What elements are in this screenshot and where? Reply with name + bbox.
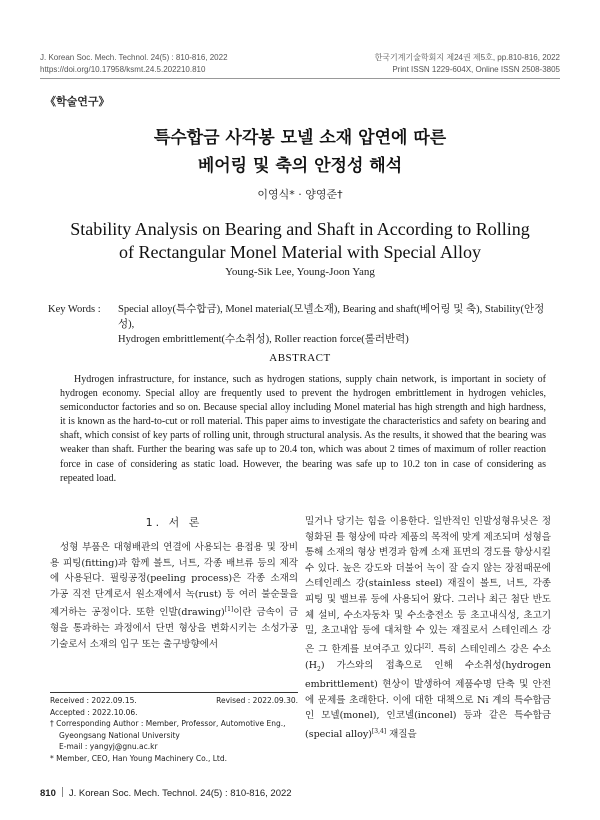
title-korean-line-1: 특수합금 사각봉 모넬 소재 압연에 따른 (153, 128, 447, 148)
citation-ref: [3,4] (371, 727, 387, 735)
keywords-line-2: Hydrogen embrittlement(수소취성), Roller reaction force(롤러반력) (118, 334, 409, 345)
body-column-right (305, 514, 551, 743)
header-divider (40, 78, 560, 79)
title-korean-line-2: 베어링 및 축의 안정성 해석 (197, 156, 403, 176)
footer-divider (62, 787, 63, 797)
authors-english: Young-Sik Lee, Young-Joon Yang (225, 266, 375, 278)
issn-info: Print ISSN 1229-604X, Online ISSN 2508-3805 (392, 65, 560, 74)
doi-link[interactable]: https://doi.org/10.17958/ksmt.24.5.202210.810 (40, 65, 206, 74)
citation-ref: [2] (422, 642, 431, 650)
title-english-line-1: Stability Analysis on Bearing and Shaft in According to Rolling (70, 219, 530, 239)
citation-ref: [1] (224, 606, 234, 614)
abstract-heading: ABSTRACT (269, 352, 331, 364)
member-note: * Member, CEO, Han Young Machinery Co., Ltd. (50, 753, 228, 763)
authors-korean: 이영식* · 양영준† (257, 188, 343, 201)
header-left (40, 52, 228, 76)
footnote-block (50, 692, 298, 765)
received-date: Received : 2022.09.15. (50, 696, 137, 705)
abstract-text: Hydrogen infrastructure, for instance, such as hydrogen stations, supply chain network, is important in society of hydrogen economy. Special alloy are frequently used to prevent the hydrogen embrittlement in hydrogen vehicles, semiconductor factories and so on. Because special alloy including Monel material has high strength and high hardness, it is known as the hard-to-cut or roll material. This paper aims to investigate the characteristics and safety on bearing and shaft, which consist of key parts of rolling unit, through structural analysis. As the results, it showed that the bearing was weaker than shaft. Further the bearing was safe up to 20.4 ton, which was about 2 times of maximum of roller reaction force in case of considering as static load. However, the bearing was safe up to 10.2 ton in case of considering as repeated load. (60, 374, 546, 484)
corresponding-email[interactable]: E-mail : yangyj@gnu.ac.kr (59, 742, 158, 752)
footer-journal: J. Korean Soc. Mech. Technol. 24(5) : 810-816, 2022 (68, 788, 292, 799)
page-number: 810 (40, 788, 56, 799)
accepted-date: Accepted : 2022.10.06. (50, 707, 138, 717)
header-right (375, 52, 560, 76)
keywords-label: Key Words : (48, 304, 101, 315)
keywords-line-1: Special alloy(특수합금), Monel material(모넬소재), Bearing and shaft(베어링 및 축), Stability(안정성), (118, 304, 545, 330)
journal-citation: J. Korean Soc. Mech. Technol. 24(5) : 810-816, 2022 (40, 53, 228, 62)
page-footer (40, 787, 292, 799)
section-tag: 《학술연구》 (45, 95, 110, 108)
body-column-left (50, 540, 298, 652)
corresponding-affiliation: Gyeongsang National University (59, 730, 180, 740)
intro-paragraph: 성형 부품은 대형배관의 연결에 사용되는 용접용 및 장비용 피팅(fitting)과 함께 볼트, 너트, 각종 배브류 등의 제작에 사용된다. 필링공정(peeling process)은 각종 소재의 가공 직전 단계로서 원소재에서 녹(rust) 등 여러 불순물을 제거하는 공정이다. 또한 인발(drawing)[1]이란 금속이 금형을 통과하는 과정에서 단면 형상을 변화시키는 소성가공 기술로서 소재의 입구 또는 출구방향에서 (50, 542, 298, 650)
keywords (48, 302, 558, 347)
section-heading-introduction: 1. 서 론 (145, 516, 203, 529)
title-english-line-2: of Rectangular Monel Material with Special Alloy (119, 242, 481, 262)
revised-date: Revised : 2022.09.30. (216, 696, 298, 705)
journal-citation-korean: 한국기계기술학회지 제24권 제5호, pp.810-816, 2022 (374, 53, 560, 62)
right-column-paragraph: 밀거나 당기는 힘을 이용한다. 일반적인 인발성형유닛은 정형화된 틀 형상에 따라 제품의 목적에 맞게 제조되며 성형을 통해 소재의 형상 변경과 함께 소재 표면의 경도를 향상시킬 수 있다. 높은 강도와 더불어 녹이 잘 슬지 않는 장점때문에 스테인레스 강(stainless steel) 재질이 볼트, 너트, 각종 피팅 및 밸브류 등에 사용되어 왔다. 그러나 최근 첨단 반도체 설비, 수소자동차 및 수소충전소 등 초고내식성, 초고기밀, 초고내압 등에 대처할 수 있는 재질로서 스테인레스 강은 그 한계를 보여주고 있다[2]. 특히 스테인레스 강은 수소$(H_2)$ 가스와의 접촉으로 인해 수소취성(hydrogen embrittlement) 현상이 발생하여 제품수명 단축 및 안전에 문제를 초래한다. 이에 대한 대책으로 Ni 계의 특수합금인 모넬(monel), 인코넬(inconel) 등과 같은 특수합금(special alloy)[3,4] 재질을 (305, 516, 552, 740)
corresponding-author: † Corresponding Author : Member, Professor, Automotive Eng., (50, 719, 286, 729)
